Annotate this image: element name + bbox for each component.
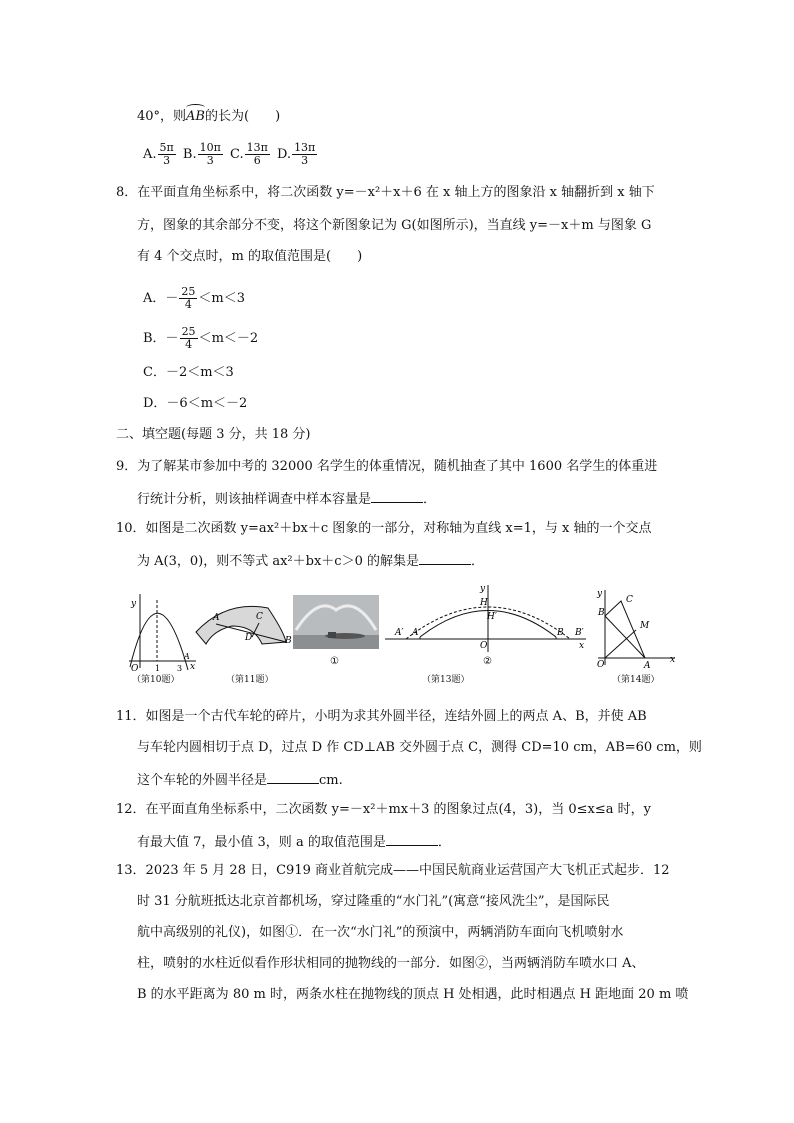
q9-line-1: 9．为了解某市参加中考的 32000 名学生的体重情况，随机抽查了其中 1600 名学生的体重进 [116, 459, 658, 474]
q11-answer-blank[interactable] [267, 770, 319, 784]
q9-line-2: 行统计分析，则该抽样调查中样本容量是 ． [137, 489, 436, 509]
caption-fig-11: （第11题） [226, 675, 274, 685]
q8-line-2: 方，图象的其余部分不变，将这个新图象记为 G(如图所示)，当直线 y=－x＋m 与图象 G [137, 218, 652, 233]
fig14-line-ba [605, 616, 645, 658]
q8-option-d[interactable]: D．－6＜m＜－2 [143, 396, 248, 411]
q10-answer-blank[interactable] [419, 551, 471, 565]
q12-line-1: 12．在平面直角坐标系中，二次函数 y=－x²＋mx＋3 的图象过点(4，3)，当 0≤x≤a 时，y [116, 802, 651, 817]
figure-11 [196, 606, 286, 644]
figure-13-photo [293, 595, 379, 649]
fig10-tick-3: 3 [177, 664, 183, 673]
fig13-circled-1: ① [330, 656, 339, 667]
fig10-y-label: y [131, 599, 137, 609]
fig13-point-ap: A′ [395, 628, 404, 638]
fig10-x-label: x [190, 662, 196, 672]
fig14-x-label: x [670, 655, 676, 665]
q7-option-d[interactable]: D. $\frac{13\pi}{3}$ [276, 141, 316, 167]
fig13-point-h: H [480, 598, 488, 608]
fig14-y-label: y [597, 589, 603, 599]
q7-arc-label: AB [186, 109, 205, 124]
caption-fig-13: （第13题） [422, 675, 470, 685]
q7-option-b[interactable]: B. $\frac{10\pi}{3}$ [182, 141, 221, 167]
fig13-y-label: y [480, 584, 486, 594]
fig13-origin: O [480, 641, 488, 651]
fig11-point-d: D [245, 633, 253, 643]
q11-line-2: 与车轮内圆相切于点 D，过点 D 作 CD⊥AB 交外圆于点 C，测得 CD=10 cm，AB=60 cm，则 [137, 740, 702, 755]
q9-answer-blank[interactable] [371, 489, 423, 503]
q13-line-5: B 的水平距离为 80 m 时，两条水柱在抛物线的顶点 H 处相遇，此时相遇点 H 距地面 20 m 喷 [137, 987, 689, 1002]
figures-row [0, 580, 794, 690]
fig11-point-c: C [256, 612, 263, 622]
q13-line-4: 柱，喷射的水柱近似看作形状相同的抛物线的一部分．如图②，当两辆消防车喷水口 A、 [137, 956, 645, 971]
fig11-point-a: A [213, 613, 220, 623]
fig10-origin: O [131, 664, 139, 674]
fig14-point-m: M [640, 621, 650, 631]
caption-fig-10: （第10题） [132, 675, 180, 685]
q10-line-2: 为 A(3，0)，则不等式 ax²＋bx＋c＞0 的解集是 ． [137, 551, 484, 571]
q7-options [143, 142, 318, 167]
fig14-point-c: C [626, 595, 633, 605]
fig14-point-a: A [644, 661, 651, 671]
q8-option-b[interactable]: B．－ $\frac{25}{4}$ ＜m＜－2 [143, 325, 259, 351]
q13-line-1: 13．2023 年 5 月 28 日，C919 商业首航完成——中国民航商业运营国产大飞机正式起步．12 [116, 863, 670, 878]
fig13-point-hp: H′ [487, 612, 497, 622]
fig14-polyline-bca [605, 601, 645, 658]
q8-option-a[interactable]: A．－ $\frac{25}{4}$ ＜m＜3 [143, 285, 245, 311]
figure-14 [598, 590, 675, 665]
q7-text-post: 的长为( ) [205, 109, 281, 124]
q7-stem-tail [137, 108, 280, 126]
q8-line-3: 有 4 个交点时，m 的取值范围是( ) [137, 249, 363, 264]
fig13-point-b: B [557, 628, 564, 638]
fig14-origin: O [597, 660, 605, 670]
q7-text-pre: 40°，则 [137, 109, 187, 124]
q12-answer-blank[interactable] [386, 832, 438, 846]
fig13-point-a: A [412, 628, 419, 638]
q11-line-1: 11．如图是一个古代车轮的碎片，小明为求其外圆半径，连结外圆上的两点 A、B，并使 AB [116, 709, 647, 724]
q7-option-c[interactable]: C. $\frac{13\pi}{6}$ [229, 141, 268, 167]
fig13-x-label: x [579, 641, 585, 651]
caption-fig-14: （第14题） [612, 675, 660, 685]
fig14-point-b: B [598, 608, 605, 618]
fig13-point-bp: B′ [575, 628, 584, 638]
fig11-point-b: B [285, 636, 292, 646]
q11-line-3: 这个车轮的外圆半径是 cm. [137, 770, 343, 790]
q12-line-2: 有最大值 7，最小值 3，则 a 的取值范围是 ． [137, 832, 451, 852]
q8-option-c[interactable]: C．－2＜m＜3 [143, 365, 234, 380]
fig13-circled-2: ② [483, 656, 492, 667]
q7-option-a[interactable]: A. $\frac{5\pi}{3}$ [143, 141, 174, 167]
fig10-point-a: A [184, 652, 190, 661]
fig10-tick-1: 1 [155, 664, 161, 673]
q7-arc [186, 108, 205, 126]
q13-line-3: 航中高级别的礼仪)，如图①．在一次“水门礼”的预演中，两辆消防车面向飞机喷射水 [137, 925, 624, 940]
section-2-heading: 二、填空题(每题 3 分，共 18 分) [116, 427, 311, 442]
q8-line-1: 8．在平面直角坐标系中，将二次函数 y=－x²＋x＋6 在 x 轴上方的图象沿 x 轴翻折到 x 轴下 [116, 185, 655, 200]
q10-line-1: 10．如图是二次函数 y=ax²＋bx＋c 图象的一部分，对称轴为直线 x=1，与 x 轴的一个交点 [116, 521, 652, 536]
q13-line-2: 时 31 分航班抵达北京首都机场，穿过隆重的“水门礼”(寓意“接风洗尘”，是国际民 [137, 894, 610, 909]
